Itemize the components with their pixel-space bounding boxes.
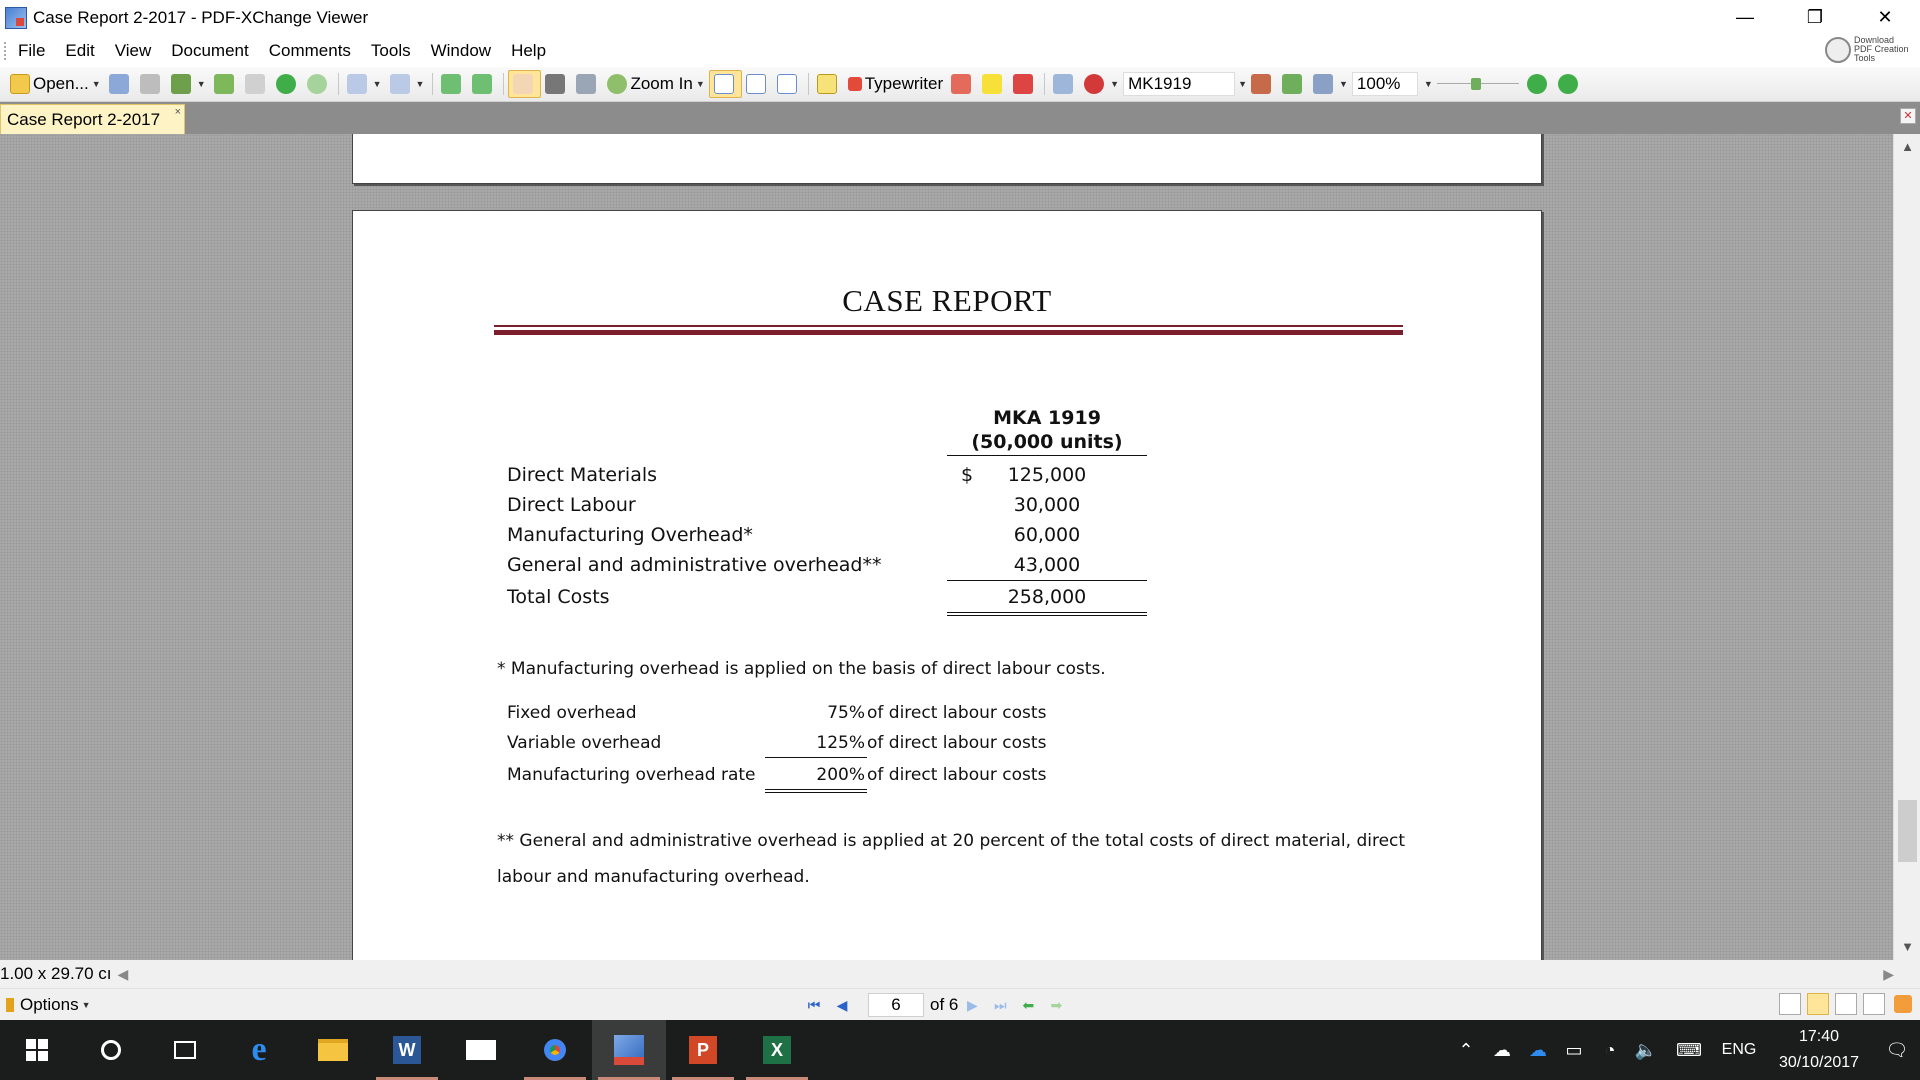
chevron-down-icon[interactable]: ▼ [1339, 79, 1348, 89]
clock[interactable] [1764, 1024, 1874, 1076]
scroll-up-icon[interactable]: ▲ [1901, 139, 1914, 154]
language-indicator[interactable]: ENG [1721, 1041, 1757, 1058]
row-value-direct-labour: 30,000 [1013, 494, 1081, 516]
windows-logo-icon [26, 1039, 48, 1061]
column-header-underline [947, 455, 1147, 456]
hand-tool-button[interactable] [508, 70, 541, 98]
page-layout-tool-icon[interactable] [1894, 995, 1912, 1013]
cortana-button[interactable] [74, 1020, 148, 1080]
overhead-desc-fixed: of direct labour costs [867, 703, 1047, 723]
actual-size-icon [714, 74, 734, 94]
typewriter-button[interactable] [844, 70, 947, 98]
document-viewport[interactable] [0, 134, 1893, 960]
find-previous-icon [1251, 74, 1271, 94]
chevron-down-icon[interactable]: ▼ [81, 999, 91, 1010]
envelope-icon [466, 1040, 496, 1060]
row-label-direct-materials: Direct Materials [507, 464, 658, 486]
main-toolbar [0, 67, 1920, 102]
clock-date: 30/10/2017 [1778, 1054, 1860, 1071]
rotate-ccw-button[interactable] [437, 70, 468, 98]
title-rule-thin [494, 325, 1403, 327]
document-tab-strip [0, 102, 1920, 134]
battery-icon[interactable]: ▭ [1565, 1039, 1583, 1060]
ocr-icon [245, 74, 265, 94]
task-view-icon [174, 1041, 196, 1059]
keyboard-icon[interactable]: ⌨ [1676, 1039, 1702, 1060]
menu-help[interactable]: Help [511, 41, 547, 60]
column-header-units: (50,000 units) [971, 431, 1123, 453]
continuous-page-icon[interactable] [1807, 993, 1829, 1015]
link-button[interactable] [1049, 70, 1080, 98]
fit-page-button[interactable] [742, 70, 773, 98]
menu-document[interactable]: Document [171, 41, 249, 60]
row-label-manufacturing-overhead: Manufacturing Overhead* [507, 524, 753, 546]
menu-comments[interactable]: Comments [268, 41, 351, 60]
fit-page-icon [746, 74, 766, 94]
chrome-icon [540, 1035, 570, 1065]
arrow-left-icon [276, 74, 296, 94]
close-button[interactable]: ✕ [1877, 7, 1893, 27]
toolbar-separator [503, 73, 504, 95]
onedrive-business-icon[interactable]: ☁ [1529, 1039, 1547, 1060]
text-box-button[interactable] [813, 70, 844, 98]
forward-button[interactable] [303, 70, 334, 98]
currency-symbol: $ [961, 464, 974, 486]
menu-window[interactable]: Window [430, 41, 492, 60]
undo-icon [347, 74, 367, 94]
menu-tools[interactable]: Tools [370, 41, 411, 60]
taskbar-excel[interactable] [740, 1020, 814, 1080]
status-bar [0, 960, 1920, 988]
select-text-icon [576, 74, 596, 94]
overhead-label-rate: Manufacturing overhead rate [507, 765, 756, 785]
menu-view[interactable]: View [114, 41, 152, 60]
find-next-icon [1282, 74, 1302, 94]
toolbar-separator [1044, 73, 1045, 95]
restore-button[interactable]: ❐ [1806, 7, 1824, 27]
clock-time: 17:40 [1798, 1028, 1840, 1045]
pdf-viewer-icon [614, 1035, 644, 1065]
undo-button[interactable] [343, 70, 386, 98]
fit-width-icon [777, 74, 797, 94]
actual-size-button[interactable] [709, 70, 742, 98]
folder-icon [10, 74, 30, 94]
app-icon [5, 7, 27, 29]
minus-circle-icon [1527, 74, 1547, 94]
taskbar-file-explorer[interactable] [296, 1020, 370, 1080]
find-previous-button[interactable] [1247, 70, 1278, 98]
zoom-out-button[interactable] [1523, 70, 1554, 98]
export-button[interactable] [167, 70, 210, 98]
action-center-icon[interactable]: 🗨 [1885, 1039, 1909, 1060]
toolbar-separator [432, 73, 433, 95]
redo-icon [390, 74, 410, 94]
chevron-down-icon[interactable]: ▼ [196, 79, 206, 89]
sticky-note-button[interactable] [978, 70, 1009, 98]
save-icon [109, 74, 129, 94]
redo-button[interactable] [386, 70, 429, 98]
hand-icon [513, 74, 533, 94]
menu-file[interactable]: File [18, 41, 46, 60]
save-button[interactable] [105, 70, 136, 98]
volume-icon[interactable]: 🔈 [1634, 1039, 1658, 1060]
rotate-left-icon [441, 74, 461, 94]
single-page-icon[interactable] [1779, 993, 1801, 1015]
chevron-down-icon[interactable]: ▼ [372, 79, 382, 89]
overhead-desc-rate: of direct labour costs [867, 765, 1047, 785]
edge-icon: e [251, 1031, 267, 1068]
scrollbar-thumb[interactable] [1898, 800, 1917, 862]
chevron-down-icon[interactable]: ▼ [695, 79, 705, 89]
pencil-button[interactable] [947, 70, 978, 98]
rotate-cw-button[interactable] [468, 70, 499, 98]
scan-icon [214, 74, 234, 94]
pdf-page [352, 210, 1542, 960]
scroll-right-icon[interactable]: ▶ [1883, 965, 1894, 982]
page-navigation [800, 991, 1070, 1019]
footnote-general-admin-line1: ** General and administrative overhead is applied at 20 percent of the total costs of direct material, direct [497, 831, 1406, 851]
column-header-product: MKA 1919 [993, 407, 1101, 429]
flag-icon [6, 998, 14, 1012]
page-number-input[interactable]: 6 [868, 993, 924, 1017]
zoom-level-input[interactable]: 100% [1352, 72, 1418, 96]
toolbar-separator [338, 73, 339, 95]
powerpoint-icon: P [689, 1036, 717, 1064]
taskbar-pdf-xchange[interactable] [592, 1020, 666, 1080]
taskbar-chrome[interactable] [518, 1020, 592, 1080]
page-count-label: of 6 [930, 995, 959, 1014]
chevron-up-icon[interactable]: ⌃ [1458, 1039, 1474, 1060]
ocr-button[interactable] [241, 70, 272, 98]
taskbar-word[interactable] [370, 1020, 444, 1080]
pencil-icon [951, 74, 971, 94]
zoom-plus-button[interactable] [1554, 70, 1585, 98]
menu-bar [0, 35, 1920, 67]
folder-icon [318, 1039, 348, 1061]
search-input[interactable]: MK1919 [1123, 72, 1235, 96]
typewriter-icon [848, 77, 862, 91]
scroll-left-icon[interactable]: ◀ [117, 965, 129, 982]
open-label: Open... [33, 74, 89, 93]
overhead-pct-rate: 200% [816, 765, 865, 785]
cortana-circle-icon [101, 1040, 121, 1060]
download-pdf-label: Download PDF Creation Tools [1854, 35, 1909, 63]
text-box-icon [817, 74, 837, 94]
print-icon [140, 74, 160, 94]
continuous-facing-icon[interactable] [1863, 993, 1885, 1015]
system-tray [1448, 1020, 1920, 1080]
options-button[interactable] [6, 995, 91, 1015]
chevron-down-icon[interactable]: ▼ [91, 79, 101, 89]
vertical-scrollbar[interactable] [1893, 134, 1920, 960]
comment-list-icon [1013, 74, 1033, 94]
task-view-button[interactable] [148, 1020, 222, 1080]
overhead-pct-variable: 125% [816, 733, 865, 753]
taskbar-powerpoint[interactable] [666, 1020, 740, 1080]
search-icon [1084, 74, 1104, 94]
row-label-general-admin-overhead: General and administrative overhead** [507, 554, 882, 576]
navigation-bar [0, 988, 1920, 1020]
overhead-double-underline [765, 789, 867, 793]
chevron-down-icon[interactable]: ▼ [1238, 79, 1247, 89]
options-label: Options [20, 994, 79, 1014]
magnify-tool-button[interactable] [1309, 70, 1352, 98]
row-value-general-admin-overhead: 43,000 [1013, 554, 1081, 576]
search-tool-button[interactable] [1080, 70, 1123, 98]
zoom-slider-handle[interactable] [1471, 78, 1481, 90]
previous-page-icon[interactable]: ◀ [836, 996, 848, 1013]
download-pdf-button[interactable] [1825, 36, 1914, 63]
zoom-in-label: Zoom In [630, 74, 693, 93]
footnote-general-admin-line2: labour and manufacturing overhead. [497, 867, 810, 887]
title-bar [0, 0, 1920, 35]
row-label-total-costs: Total Costs [507, 586, 610, 608]
history-forward-icon[interactable]: ➡ [1050, 996, 1063, 1013]
previous-page [352, 134, 1542, 184]
arrow-right-icon [307, 74, 327, 94]
back-button[interactable] [272, 70, 303, 98]
loupe-icon [1313, 74, 1333, 94]
first-page-icon[interactable]: ⏮ [807, 996, 821, 1013]
find-next-button[interactable] [1278, 70, 1309, 98]
zoom-slider[interactable] [1433, 70, 1523, 98]
comment-list-button[interactable] [1009, 70, 1040, 98]
rotate-right-icon [472, 74, 492, 94]
scan-button[interactable] [210, 70, 241, 98]
page-layout-controls [1776, 993, 1912, 1015]
overhead-subtotal-underline [765, 757, 867, 758]
plus-circle-icon [1558, 74, 1578, 94]
next-page-icon[interactable]: ▶ [966, 996, 978, 1013]
overhead-label-fixed: Fixed overhead [507, 703, 637, 723]
camera-icon [545, 74, 565, 94]
menu-edit[interactable]: Edit [65, 41, 95, 60]
footnote-manufacturing-overhead: * Manufacturing overhead is applied on the basis of direct labour costs. [497, 659, 1106, 679]
toolbar-separator [808, 73, 809, 95]
magnifier-icon [607, 74, 627, 94]
onedrive-icon[interactable]: ☁ [1493, 1039, 1511, 1060]
start-button[interactable] [0, 1020, 74, 1080]
window-title: Case Report 2-2017 - PDF-XChange Viewer [33, 7, 369, 27]
excel-icon: X [763, 1036, 791, 1064]
print-button[interactable] [136, 70, 167, 98]
report-title: CASE REPORT [842, 283, 1052, 318]
wifi-icon[interactable]: ◔ [1604, 1039, 1616, 1060]
total-double-underline [947, 612, 1147, 616]
row-value-total-costs: 258,000 [1007, 586, 1087, 608]
tab-label: Case Report 2-2017 [7, 109, 161, 129]
chevron-down-icon[interactable]: ▼ [1423, 79, 1433, 89]
word-icon: W [393, 1036, 421, 1064]
snapshot-button[interactable] [541, 70, 572, 98]
tab-close-icon[interactable]: × [174, 106, 182, 118]
window-controls [1710, 0, 1920, 35]
export-icon [171, 74, 191, 94]
row-value-manufacturing-overhead: 60,000 [1013, 524, 1081, 546]
facing-pages-icon[interactable] [1835, 993, 1857, 1015]
taskbar-mail[interactable] [444, 1020, 518, 1080]
row-label-direct-labour: Direct Labour [507, 494, 636, 516]
speech-bubble-icon [982, 74, 1002, 94]
row-value-direct-materials: 125,000 [1007, 464, 1087, 486]
minimize-button[interactable]: — [1736, 7, 1754, 27]
open-button[interactable] [6, 70, 105, 98]
chevron-down-icon[interactable]: ▼ [1110, 79, 1120, 89]
tab-case-report[interactable] [0, 104, 185, 134]
title-rule-thick [494, 330, 1403, 335]
history-back-icon[interactable]: ⬅ [1022, 996, 1035, 1013]
page-size-readout: 1.00 x 29.70 cı [0, 964, 112, 983]
fit-width-button[interactable] [773, 70, 804, 98]
chevron-down-icon[interactable]: ▼ [415, 79, 425, 89]
overhead-label-variable: Variable overhead [507, 733, 662, 753]
last-page-icon[interactable]: ⏭ [994, 996, 1007, 1013]
link-icon [1053, 74, 1073, 94]
globe-icon [1825, 37, 1851, 63]
overhead-desc-variable: of direct labour costs [867, 733, 1047, 753]
zoom-in-button[interactable] [603, 70, 708, 98]
close-document-icon[interactable]: ✕ [1900, 108, 1916, 124]
typewriter-label: Typewriter [864, 74, 944, 93]
windows-taskbar [0, 1020, 1920, 1080]
overhead-pct-fixed: 75% [827, 703, 865, 723]
taskbar-edge[interactable] [222, 1020, 296, 1080]
subtotal-underline [947, 580, 1147, 581]
scroll-down-icon[interactable]: ▼ [1901, 939, 1914, 954]
select-text-button[interactable] [572, 70, 603, 98]
